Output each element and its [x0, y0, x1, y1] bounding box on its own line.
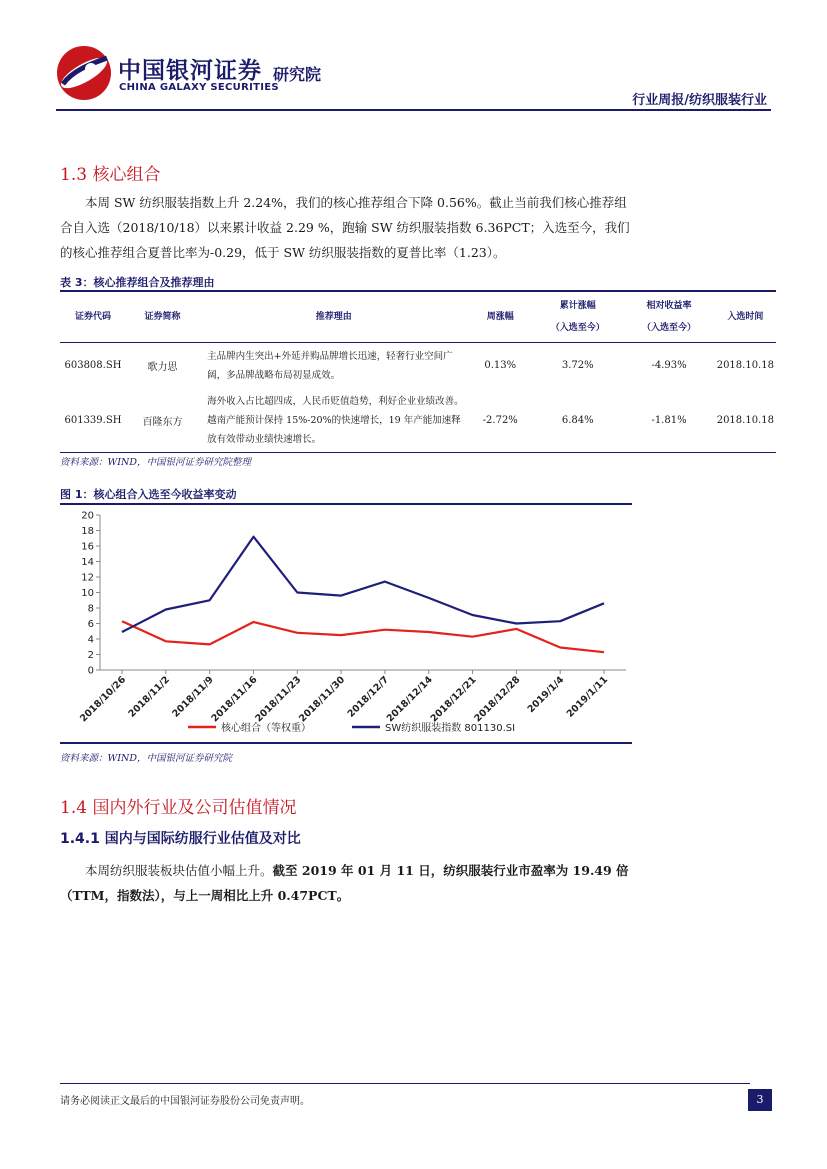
valuation-paragraph: [60, 858, 632, 908]
x-tick-label: 2018/12/7: [345, 674, 392, 720]
header-name: 证券简称: [144, 312, 181, 322]
cell-cumulative: 3.72%: [561, 360, 594, 372]
cell-relative: -4.93%: [651, 360, 687, 372]
galaxy-logo-icon: [55, 44, 113, 102]
section-title-core-portfolio: 1.3 核心组合: [60, 165, 161, 185]
sw-index-line: [122, 537, 604, 632]
header-cumulative-line1: 累计涨幅: [559, 301, 596, 311]
y-tick-label: 8: [87, 603, 94, 615]
header-relative: [623, 291, 714, 343]
y-tick-label: 2: [87, 650, 94, 661]
y-tick-label: 4: [87, 634, 94, 646]
table-row: [60, 389, 776, 453]
page-number: 3: [748, 1089, 772, 1111]
logo-english-name: CHINA GALAXY SECURITIES: [119, 82, 279, 93]
header-weekly: 周涨幅: [486, 312, 514, 322]
header-relative-line2: （入选至今）: [642, 323, 697, 333]
x-tick-label: 2018/11/16: [209, 674, 260, 725]
header-cumulative: [532, 291, 623, 343]
y-tick-label: 16: [81, 541, 94, 553]
x-tick-label: 2018/11/30: [297, 674, 348, 725]
x-tick-label: 2019/1/11: [564, 674, 611, 720]
valuation-text-bold: 截至 2019 年 01 月 11 日，纺织服装行业市盈率为 19.49 倍（TTM，指数法），与上一周相比上升 0.47PCT。: [60, 863, 629, 903]
header-cumulative-line2: （入选至今）: [550, 323, 605, 333]
x-tick-label: 2018/11/9: [170, 674, 216, 720]
returns-line-chart: [60, 505, 632, 741]
x-tick-label: 2018/12/28: [472, 674, 523, 725]
section-title-valuation: 1.4 国内外行业及公司估值情况: [60, 798, 297, 818]
logo-company-name: 中国银河证券: [118, 58, 262, 84]
table-row: [60, 343, 776, 389]
footer-disclaimer: 请务必阅读正文最后的中国银河证券股份公司免责声明。: [60, 1096, 310, 1107]
table-caption: 表 3：核心推荐组合及推荐理由: [60, 276, 215, 289]
x-tick-label: 2018/12/14: [384, 674, 435, 725]
y-tick-label: 14: [81, 557, 94, 568]
valuation-text-normal: 本周纺织服装板块估值小幅上升。: [85, 863, 273, 878]
report-type: 行业周报/纺织服装行业: [632, 93, 767, 108]
header-code: 证券代码: [74, 312, 111, 322]
x-tick-label: 2018/11/2: [126, 674, 172, 720]
valuation-text: [60, 858, 632, 908]
cell-name: 歌力思: [147, 362, 178, 374]
cell-code: 603808.SH: [64, 360, 122, 372]
series-layer: [122, 537, 604, 653]
header-relative-line1: 相对收益率: [646, 301, 692, 311]
cell-name: 百隆东方: [142, 416, 183, 428]
figure-bottom-rule: [60, 742, 632, 744]
logo-institute-name: 研究院: [273, 65, 322, 84]
core-portfolio-paragraph: [60, 190, 632, 265]
core-portfolio-table: [60, 290, 776, 453]
table-header-row: [60, 291, 776, 343]
cell-reason: 海外收入占比超四成，人民币贬值趋势，利好企业业绩改善。越南产能预计保持 15%-20%的快速增长，19 年产能加速释放有效带动业绩快速增长。: [207, 395, 464, 445]
y-axis: [81, 511, 100, 677]
figure-caption: 图 1：核心组合入选至今收益率变动: [60, 488, 237, 501]
cell-relative: -1.81%: [651, 414, 687, 426]
y-tick-label: 12: [81, 572, 94, 584]
header-divider: [56, 109, 771, 111]
chart-legend: [188, 721, 515, 734]
x-tick-label: 2019/1/4: [525, 674, 567, 716]
header-reason: 推荐理由: [315, 312, 352, 322]
footer-divider: [60, 1083, 750, 1084]
subsection-title-valuation: 1.4.1 国内与国际纺服行业估值及对比: [60, 831, 301, 847]
cell-weekly: 0.13%: [484, 360, 517, 372]
cell-date: 2018.10.18: [716, 360, 774, 372]
core-portfolio-line: [122, 621, 604, 652]
paragraph-text: 本周 SW 纺织服装指数上升 2.24%，我们的核心推荐组合下降 0.56%。截止当前我们核心推荐组合自入选（2018/10/18）以来累计收益 2.29 %，跑输 SW 纺织服装指数 6.36PCT；入选至今，我们的核心推荐组合夏普比率为-0.29，低于 SW 纺织服装指数的夏普比率（1.23）。: [60, 195, 630, 260]
legend-label: 核心组合（等权重）: [221, 723, 311, 734]
cell-reason: 主品牌内生突出+外延并购品牌增长迅速，轻奢行业空间广阔，多品牌战略布局初显成效。: [207, 350, 453, 381]
x-axis: [78, 670, 626, 724]
figure-source: 资料来源：WIND，中国银河证券研究院: [60, 753, 232, 764]
cell-cumulative: 6.84%: [561, 414, 594, 426]
cell-code: 601339.SH: [64, 414, 122, 426]
table-source: 资料来源：WIND，中国银河证券研究院整理: [60, 457, 251, 468]
y-tick-label: 20: [81, 510, 94, 522]
y-tick-label: 6: [87, 619, 94, 630]
x-tick-label: 2018/10/26: [78, 674, 129, 725]
header-date: 入选时间: [727, 312, 764, 322]
x-tick-label: 2018/11/23: [253, 674, 304, 725]
x-tick-label: 2018/12/21: [428, 674, 479, 725]
cell-date: 2018.10.18: [716, 414, 774, 426]
y-tick-label: 10: [81, 588, 94, 599]
y-tick-label: 18: [81, 526, 94, 537]
legend-label: SW纺织服装指数 801130.SI: [385, 723, 516, 734]
y-tick-label: 0: [87, 665, 94, 677]
cell-weekly: -2.72%: [482, 414, 518, 426]
